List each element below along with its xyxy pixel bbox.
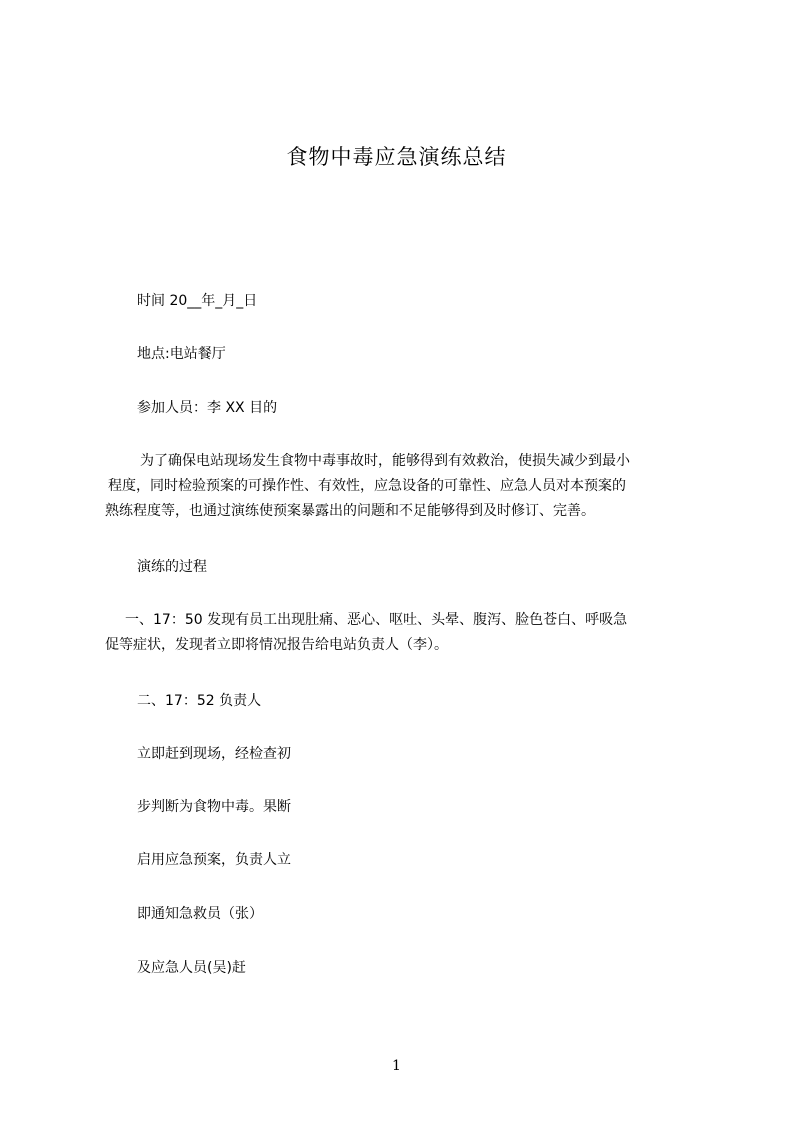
step1-line-2: 促等症状，发现者立即将情况报告给电站负责人（李）。 (105, 637, 448, 653)
purpose-line-1: 为了确保电站现场发生食物中毒事故时，能够得到有效救治，使损失减少到最小 (140, 453, 630, 469)
page-number: 1 (392, 1058, 401, 1074)
document-title: 食物中毒应急演练总结 (286, 145, 507, 169)
purpose-line-2: 程度，同时检验预案的可操作性、有效性，应急设备的可靠性、应急人员对本预案的 (108, 478, 626, 494)
process-heading: 演练的过程 (137, 559, 207, 575)
purpose-paragraph (105, 449, 705, 524)
step2-line: 二、17：52 负责人 (137, 693, 262, 709)
step2-line-c: 启用应急预案，负责人立 (137, 852, 291, 868)
location-line: 地点:电站餐厅 (137, 346, 226, 362)
step1-paragraph (105, 608, 705, 658)
purpose-line-3: 熟练程度等，也通过演练使预案暴露出的问题和不足能够得到及时修订、完善。 (105, 503, 595, 519)
step2-line-b: 步判断为食物中毒。果断 (137, 799, 291, 815)
step2-line-e: 及应急人员(吴)赶 (137, 960, 246, 976)
step2-line-d: 即通知急救员（张） (137, 906, 263, 922)
step1-line-1: 一、17：50 发现有员工出现肚痛、恶心、呕吐、头晕、腹泻、脸色苍白、呼吸急 (125, 612, 628, 628)
step2-line-a: 立即赶到现场，经检查初 (137, 746, 291, 762)
participants-line: 参加人员：李 XX 目的 (137, 400, 278, 416)
time-line: 时间 20__年_月_日 (137, 293, 258, 309)
